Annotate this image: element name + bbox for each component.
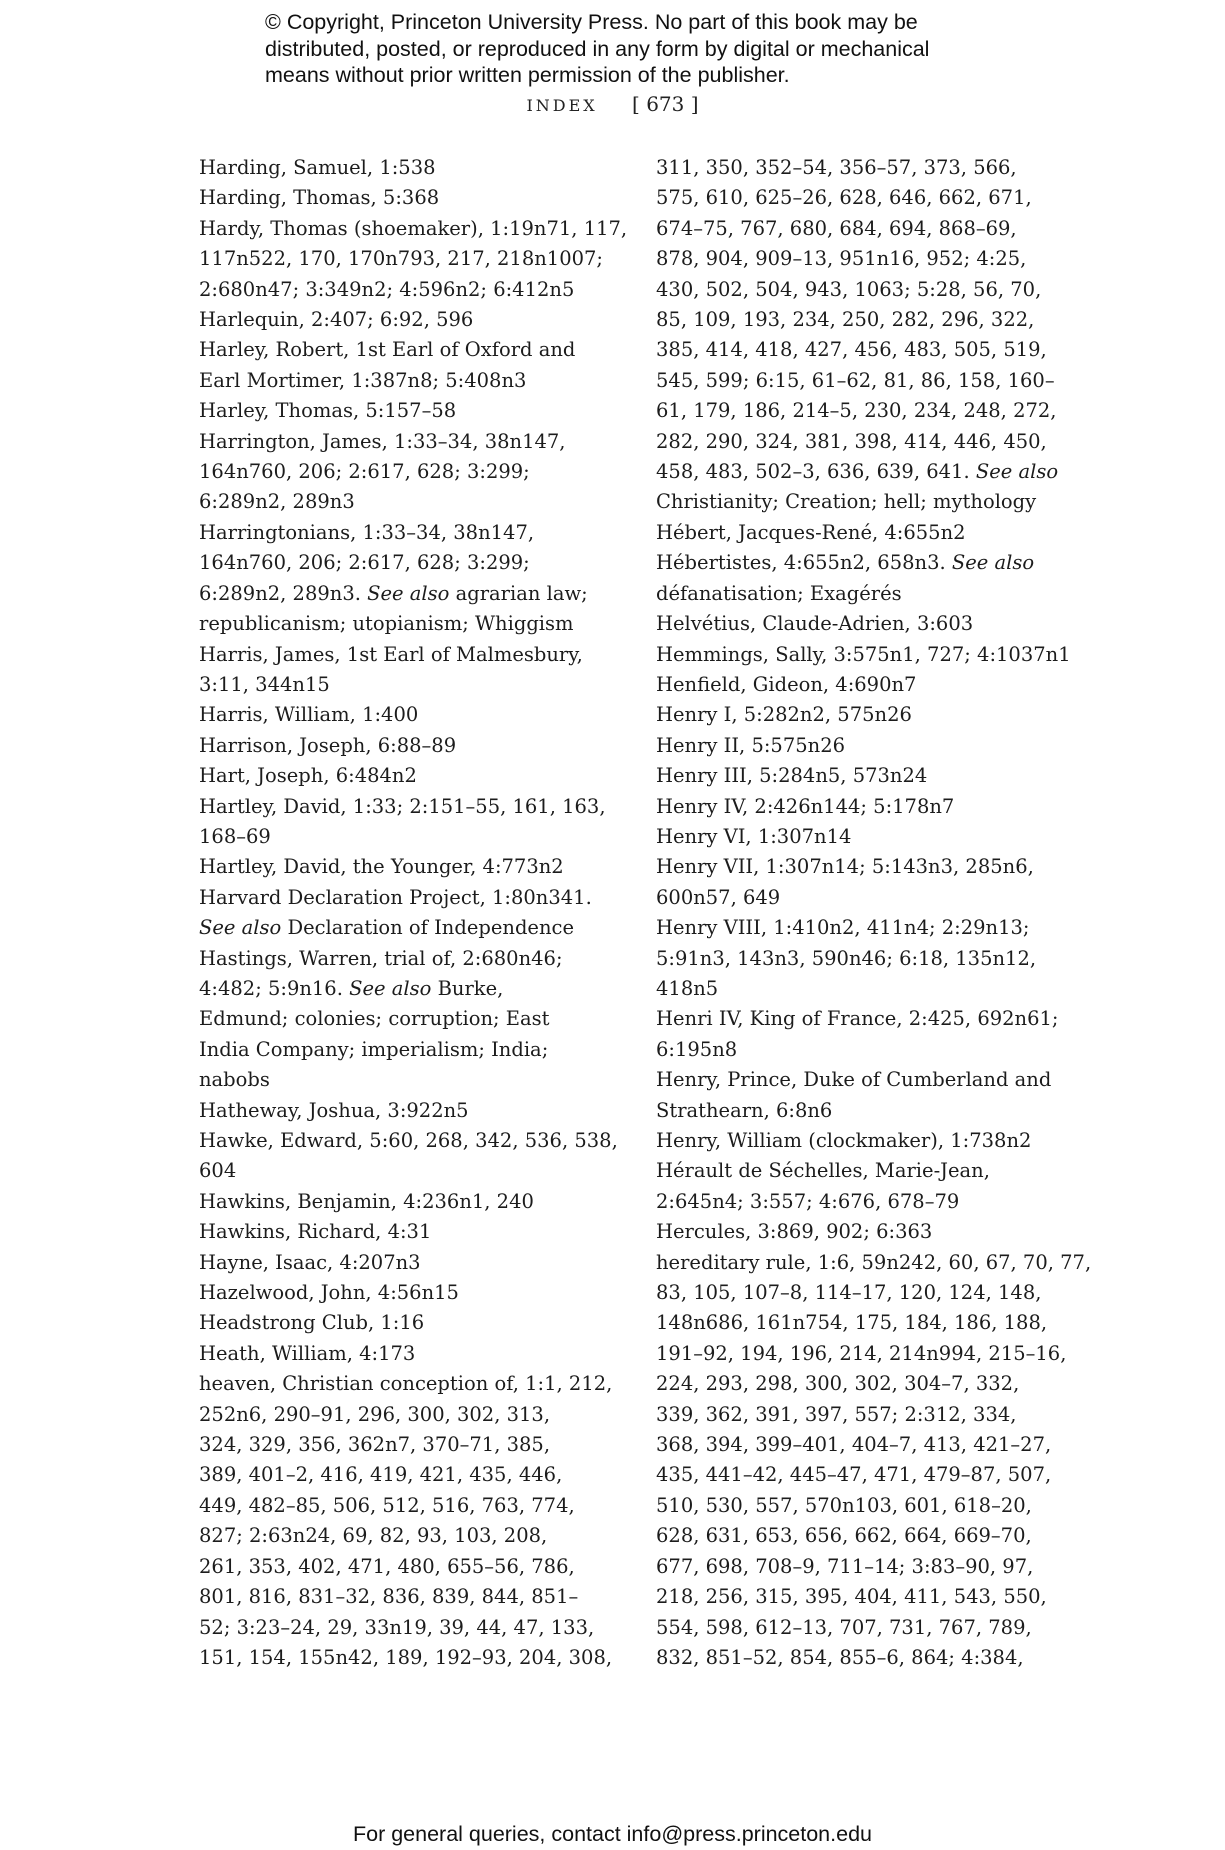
entry-heading-line: Henry III, 5:284n5, 573n24 — [656, 764, 928, 788]
see-also-label: See also — [951, 551, 1035, 575]
entry-heading-line: Henry I, 5:282n2, 575n26 — [656, 703, 912, 727]
index-entry — [166, 153, 596, 183]
see-also-label: See also — [975, 460, 1059, 484]
entry-continuation-line: 604 — [199, 1159, 237, 1183]
entry-heading-line: Harding, Thomas, 5:368 — [199, 186, 440, 210]
index-entry — [166, 640, 596, 701]
entry-heading-line: Harris, James, 1st Earl of Malmesbury, — [199, 642, 583, 666]
index-entry — [166, 1217, 596, 1247]
entry-continuation-line: 600n57, 649 — [656, 885, 781, 909]
entry-heading-line: Harding, Samuel, 1:538 — [199, 156, 436, 179]
index-entry — [623, 1126, 1053, 1156]
index-entry — [166, 396, 596, 426]
index-entry — [623, 700, 1053, 730]
entry-continuation-line: 368, 394, 399–401, 404–7, 413, 421–27, — [656, 1433, 1052, 1457]
entry-heading-line: Hatheway, Joshua, 3:922n5 — [199, 1098, 469, 1122]
index-entry — [166, 1187, 596, 1217]
entry-heading-line: Henry II, 5:575n26 — [656, 733, 846, 757]
entry-heading-line: Harrison, Joseph, 6:88–89 — [199, 733, 457, 757]
index-entry — [166, 1248, 596, 1278]
entry-continuation-line: See also Declaration of Independence — [199, 916, 574, 940]
index-entry — [166, 1278, 596, 1308]
index-entry — [166, 518, 596, 640]
entry-continuation-line: 61, 179, 186, 214–5, 230, 234, 248, 272, — [656, 399, 1057, 423]
entry-heading-line: Hawke, Edward, 5:60, 268, 342, 536, 538, — [199, 1129, 618, 1152]
entry-heading-line: Hawkins, Benjamin, 4:236n1, 240 — [199, 1189, 534, 1213]
entry-continuation-line: 164n760, 206; 2:617, 628; 3:299; — [199, 551, 530, 575]
entry-heading-line: Hébertistes, 4:655n2, 658n3. See also — [656, 551, 1035, 575]
entry-continuation-line: 674–75, 767, 680, 684, 694, 868–69, — [656, 216, 1017, 240]
entry-continuation-line: 52; 3:23–24, 29, 33n19, 39, 44, 47, 133, — [199, 1615, 595, 1639]
entry-continuation-line: 85, 109, 193, 234, 250, 282, 296, 322, — [656, 308, 1035, 332]
entry-heading-line: Hardy, Thomas (shoemaker), 1:19n71, 117, — [199, 216, 628, 240]
index-entry — [166, 1369, 613, 1673]
page-number: [ 673 ] — [632, 92, 699, 116]
entry-heading-line: Harris, William, 1:400 — [199, 703, 419, 727]
index-entry — [166, 792, 606, 853]
entry-heading-line: Harlequin, 2:407; 6:92, 596 — [199, 308, 474, 332]
index-entry — [623, 1248, 1092, 1674]
entry-heading-line: Hartley, David, the Younger, 4:773n2 — [199, 855, 564, 879]
entry-continuation-line: 510, 530, 557, 570n103, 601, 618–20, — [656, 1493, 1032, 1517]
index-entry — [166, 305, 596, 335]
entry-continuation-line: 83, 105, 107–8, 114–17, 120, 124, 148, — [656, 1281, 1042, 1305]
entry-continuation-line: 801, 816, 831–32, 836, 839, 844, 851– — [199, 1585, 579, 1609]
entry-heading-line: Hazelwood, John, 4:56n15 — [199, 1281, 459, 1305]
index-entry — [623, 761, 1053, 791]
entry-continuation-line: 5:91n3, 143n3, 590n46; 6:18, 135n12, — [656, 946, 1037, 970]
entry-continuation-line: 554, 598, 612–13, 707, 731, 767, 789, — [656, 1615, 1032, 1639]
entry-heading-line: Henry VII, 1:307n14; 5:143n3, 285n6, — [656, 855, 1034, 879]
entry-continuation-line: 148n686, 161n754, 175, 184, 186, 188, — [656, 1311, 1048, 1335]
copyright-notice — [265, 9, 1025, 89]
entry-heading-line: Hébert, Jacques-René, 4:655n2 — [656, 520, 966, 544]
index-entry — [166, 761, 596, 791]
entry-continuation-line: Strathearn, 6:8n6 — [656, 1098, 833, 1122]
copyright-line: means without prior written permission of the publisher. — [265, 63, 790, 87]
entry-continuation-line: 2:680n47; 3:349n2; 4:596n2; 6:412n5 — [199, 277, 575, 301]
entry-heading-line: Hartley, David, 1:33; 2:151–55, 161, 163, — [199, 794, 606, 818]
index-entry — [166, 852, 596, 882]
index-entry — [623, 1156, 1053, 1217]
entry-continuation-line: défanatisation; Exagérés — [656, 581, 902, 605]
entry-continuation-line: nabobs — [199, 1068, 270, 1092]
entry-heading-line: Harvard Declaration Project, 1:80n341. — [199, 885, 592, 909]
entry-continuation-line: 430, 502, 504, 943, 1063; 5:28, 56, 70, — [656, 277, 1042, 301]
index-entry — [623, 731, 1053, 761]
running-header — [0, 92, 1225, 116]
entry-continuation-line: 339, 362, 391, 397, 557; 2:312, 334, — [656, 1402, 1017, 1426]
index-entry — [623, 640, 1071, 670]
entry-heading-line: Heath, William, 4:173 — [199, 1341, 416, 1365]
index-entry — [166, 700, 596, 730]
entry-heading-line: Hawkins, Richard, 4:31 — [199, 1220, 432, 1244]
entry-continuation-line: 311, 350, 352–54, 356–57, 373, 566, — [656, 156, 1017, 179]
index-entry — [623, 609, 1053, 639]
entry-heading-line: Henri IV, King of France, 2:425, 692n61; — [656, 1007, 1059, 1031]
entry-continuation-line: Edmund; colonies; corruption; East — [199, 1007, 550, 1031]
index-entry — [623, 1217, 1053, 1247]
entry-heading-line: Henry VIII, 1:410n2, 411n4; 2:29n13; — [656, 916, 1030, 940]
entry-heading-line: Hercules, 3:869, 902; 6:363 — [656, 1220, 933, 1244]
entry-continuation-line: 449, 482–85, 506, 512, 516, 763, 774, — [199, 1493, 575, 1517]
copyright-line: distributed, posted, or reproduced in any form by digital or mechanical — [265, 36, 930, 61]
see-also-label: See also — [199, 916, 282, 940]
index-entry — [623, 548, 1053, 609]
copyright-line: © Copyright, Princeton University Press. No part of this book may be — [265, 10, 918, 34]
entry-heading-line: Hart, Joseph, 6:484n2 — [199, 764, 417, 788]
entry-continuation-line: 218, 256, 315, 395, 404, 411, 543, 550, — [656, 1585, 1047, 1609]
index-entry — [623, 1004, 1059, 1065]
entry-heading-line: Hemmings, Sally, 3:575n1, 727; 4:1037n1 — [656, 642, 1071, 666]
entry-continuation-line: 628, 631, 653, 656, 662, 664, 669–70, — [656, 1524, 1032, 1548]
index-entry — [623, 670, 1053, 700]
entry-continuation-line: 827; 2:63n24, 69, 82, 93, 103, 208, — [199, 1524, 548, 1548]
index-entry — [166, 214, 628, 305]
index-entry — [623, 1065, 1053, 1126]
entry-continuation-line: 4:482; 5:9n16. See also Burke, — [199, 976, 504, 1000]
index-entry — [623, 153, 1059, 518]
index-entry — [166, 731, 596, 761]
index-column-right — [623, 153, 1092, 1673]
index-entry — [166, 883, 596, 944]
entry-heading-line: heaven, Christian conception of, 1:1, 212, — [199, 1372, 613, 1396]
entry-continuation-line: 458, 483, 502–3, 636, 639, 641. See also — [656, 460, 1059, 484]
entry-continuation-line: 418n5 — [656, 976, 719, 1000]
entry-continuation-line: Earl Mortimer, 1:387n8; 5:408n3 — [199, 368, 527, 392]
entry-heading-line: Headstrong Club, 1:16 — [199, 1311, 425, 1335]
entry-heading-line: Helvétius, Claude-Adrien, 3:603 — [656, 612, 974, 636]
entry-heading-line: hereditary rule, 1:6, 59n242, 60, 67, 70, 77, — [656, 1250, 1092, 1274]
index-entry — [623, 852, 1053, 913]
entry-continuation-line: 324, 329, 356, 362n7, 370–71, 385, — [199, 1433, 551, 1457]
entry-continuation-line: 6:195n8 — [656, 1037, 738, 1061]
entry-heading-line: Henry, Prince, Duke of Cumberland and — [656, 1068, 1052, 1092]
footer-contact: For general queries, contact info@press.princeton.edu — [352, 1822, 872, 1846]
see-also-label: See also — [367, 581, 450, 605]
entry-heading-line: Henry IV, 2:426n144; 5:178n7 — [656, 794, 955, 818]
entry-continuation-line: 117n522, 170, 170n793, 217, 218n1007; — [199, 247, 603, 271]
entry-continuation-line: 575, 610, 625–26, 628, 646, 662, 671, — [656, 186, 1032, 210]
entry-continuation-line: 6:289n2, 289n3 — [199, 490, 355, 514]
entry-continuation-line: 677, 698, 708–9, 711–14; 3:83–90, 97, — [656, 1554, 1034, 1578]
entry-continuation-line: 151, 154, 155n42, 189, 192–93, 204, 308, — [199, 1645, 613, 1669]
entry-heading-line: Henry VI, 1:307n14 — [656, 824, 852, 848]
entry-continuation-line: 164n760, 206; 2:617, 628; 3:299; — [199, 460, 530, 484]
index-entry — [166, 335, 596, 396]
entry-heading-line: Hayne, Isaac, 4:207n3 — [199, 1250, 421, 1274]
entry-heading-line: Harrington, James, 1:33–34, 38n147, — [199, 429, 566, 453]
entry-continuation-line: Christianity; Creation; hell; mythology — [656, 490, 1037, 514]
entry-heading-line: Henry, William (clockmaker), 1:738n2 — [656, 1129, 1032, 1152]
entry-heading-line: Harley, Robert, 1st Earl of Oxford and — [199, 338, 576, 362]
index-entry — [166, 1096, 596, 1126]
index-entry — [166, 1126, 618, 1187]
entry-heading-line: Harringtonians, 1:33–34, 38n147, — [199, 520, 535, 544]
index-entry — [166, 1308, 596, 1338]
entry-continuation-line: 191–92, 194, 196, 214, 214n994, 215–16, — [656, 1341, 1067, 1365]
entry-heading-line: Hérault de Séchelles, Marie-Jean, — [656, 1159, 990, 1183]
index-entry — [166, 1339, 596, 1369]
entry-heading-line: Hastings, Warren, trial of, 2:680n46; — [199, 946, 563, 970]
see-also-label: See also — [349, 976, 432, 1000]
entry-continuation-line: 6:289n2, 289n3. See also agrarian law; — [199, 581, 588, 605]
index-entry — [166, 183, 596, 213]
entry-continuation-line: 389, 401–2, 416, 419, 421, 435, 446, — [199, 1463, 563, 1487]
index-entry — [623, 913, 1053, 1004]
index-entry — [623, 822, 1053, 852]
entry-continuation-line: 261, 353, 402, 471, 480, 655–56, 786, — [199, 1554, 575, 1578]
entry-continuation-line: 385, 414, 418, 427, 456, 483, 505, 519, — [656, 338, 1047, 362]
entry-heading-line: Henfield, Gideon, 4:690n7 — [656, 672, 917, 696]
header-label: INDEX — [526, 96, 598, 115]
entry-continuation-line: 282, 290, 324, 381, 398, 414, 446, 450, — [656, 429, 1047, 453]
entry-continuation-line: republicanism; utopianism; Whiggism — [199, 612, 574, 636]
entry-continuation-line: 3:11, 344n15 — [199, 672, 330, 696]
entry-continuation-line: 832, 851–52, 854, 855–6, 864; 4:384, — [656, 1645, 1024, 1669]
entry-continuation-line: 2:645n4; 3:557; 4:676, 678–79 — [656, 1189, 960, 1213]
entry-continuation-line: 252n6, 290–91, 296, 300, 302, 313, — [199, 1402, 551, 1426]
index-entry — [166, 427, 596, 518]
entry-continuation-line: 545, 599; 6:15, 61–62, 81, 86, 158, 160– — [656, 368, 1055, 392]
entry-continuation-line: India Company; imperialism; India; — [199, 1037, 549, 1061]
entry-continuation-line: 168–69 — [199, 824, 271, 848]
entry-heading-line: Harley, Thomas, 5:157–58 — [199, 399, 457, 423]
entry-continuation-line: 878, 904, 909–13, 951n16, 952; 4:25, — [656, 247, 1027, 271]
entry-continuation-line: 224, 293, 298, 300, 302, 304–7, 332, — [656, 1372, 1020, 1396]
index-column-left — [166, 153, 628, 1673]
entry-continuation-line: 435, 441–42, 445–47, 471, 479–87, 507, — [656, 1463, 1052, 1487]
index-entry — [623, 792, 1053, 822]
index-entry — [166, 944, 596, 1096]
index-entry — [623, 518, 1053, 548]
